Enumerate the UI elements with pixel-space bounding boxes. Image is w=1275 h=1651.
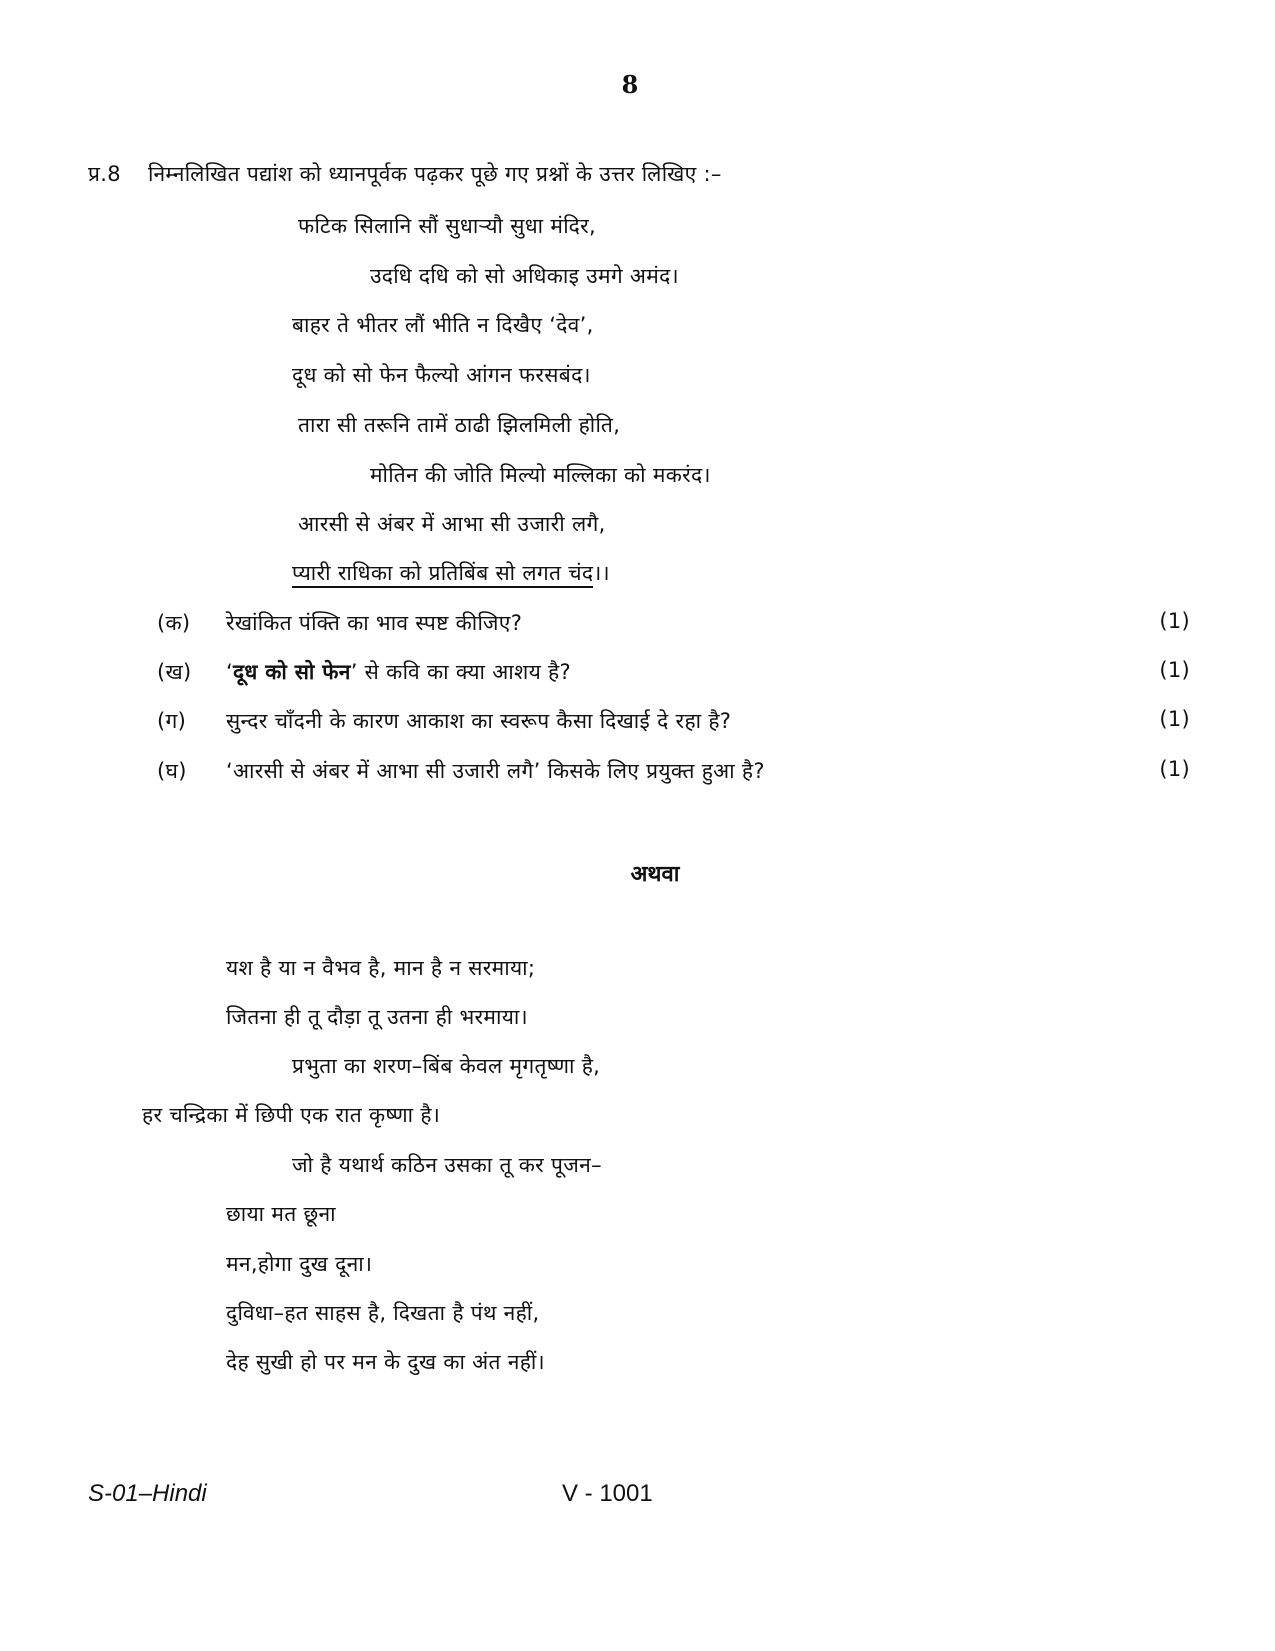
paper-code: S-01–Hindi xyxy=(88,1480,207,1507)
bold-phrase: दूध को सो फेन xyxy=(232,660,351,684)
subquestion-label: (ख) xyxy=(157,660,192,684)
question-instruction: निम्नलिखित पद्यांश को ध्यानपूर्वक पढ़कर पूछे गए प्रश्नों के उत्तर लिखिए :– xyxy=(148,162,722,186)
alt-poem-line: प्रभुता का शरण–बिंब केवल मृगतृष्णा है, xyxy=(292,1054,601,1078)
subquestion-text: सुन्दर चाँदनी के कारण आकाश का स्वरूप कैसा दिखाई दे रहा है? xyxy=(226,709,732,733)
subquestion-marks: (1) xyxy=(1159,707,1190,731)
subquestion-label: (ग) xyxy=(157,709,187,733)
alt-poem-line: जितना ही तू दौड़ा तू उतना ही भरमाया। xyxy=(226,1005,528,1029)
page-number: 8 xyxy=(621,70,639,99)
alt-poem-line: देह सुखी हो पर मन के दुख का अंत नहीं। xyxy=(226,1350,545,1374)
alt-poem-line: यश है या न वैभव है, मान है न सरमाया; xyxy=(226,956,536,980)
subquestion-text: ‘आरसी से अंबर में आभा सी उजारी लगै’ किसके लिए प्रयुक्त हुआ है? xyxy=(226,759,765,783)
question-number: प्र.8 xyxy=(88,162,121,186)
subquestion-text xyxy=(226,658,571,686)
verse-end-mark: ।। xyxy=(593,561,610,585)
alt-poem-line: हर चन्द्रिका में छिपी एक रात कृष्णा है। xyxy=(142,1103,441,1127)
subquestion-marks: (1) xyxy=(1159,658,1190,682)
quote-mark: ‘ xyxy=(226,660,233,684)
subquestion-label: (क) xyxy=(157,611,191,635)
poem-line: फटिक सिलानि सौं सुधार्‍यौ सुधा मंदिर, xyxy=(298,214,596,238)
alt-poem-line: मन,होगा दुख दूना। xyxy=(226,1252,373,1276)
poem-line-underlined xyxy=(292,559,610,587)
alt-poem-line: दुविधा–हत साहस है, दिखता है पंथ नहीं, xyxy=(226,1301,540,1325)
alt-poem-line: छाया मत छूना xyxy=(226,1202,336,1226)
underlined-text: प्यारी राधिका को प्रतिबिंब सो लगत चंद xyxy=(292,561,593,588)
poem-line: दूध को सो फेन फैल्यो आंगन फरसबंद। xyxy=(292,363,591,387)
subquestion-text: रेखांकित पंक्ति का भाव स्पष्ट कीजिए? xyxy=(226,611,523,635)
poem-line: आरसी से अंबर में आभा सी उजारी लगै, xyxy=(298,512,606,536)
subquestion-marks: (1) xyxy=(1159,757,1190,781)
poem-line: बाहर ते भीतर लौं भीति न दिखैए ‘देव’, xyxy=(292,313,594,337)
poem-line: उदधि दधि को सो अधिकाइ उमगे अमंद। xyxy=(370,264,679,288)
subquestion-marks: (1) xyxy=(1159,609,1190,633)
subquestion-rest: ’ से कवि का क्या आशय है? xyxy=(350,660,571,684)
poem-line: तारा सी तरूनि तामें ठाढी झिलमिली होति, xyxy=(298,413,621,437)
set-code: V - 1001 xyxy=(562,1480,653,1507)
alt-poem-line: जो है यथार्थ कठिन उसका तू कर पूजन– xyxy=(292,1153,602,1177)
subquestion-label: (घ) xyxy=(157,759,187,783)
or-heading: अथवा xyxy=(630,862,680,887)
poem-line: मोतिन की जोति मिल्यो मल्लिका को मकरंद। xyxy=(370,463,711,487)
